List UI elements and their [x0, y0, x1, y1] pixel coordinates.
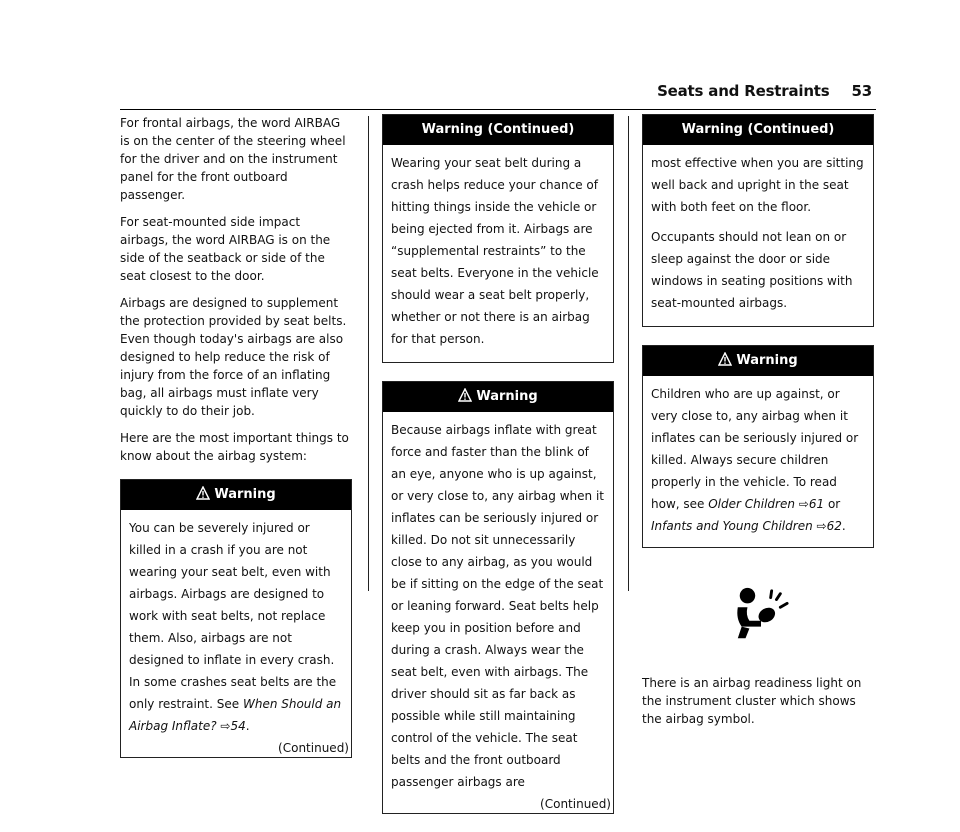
paragraph: There is an airbag readiness light on the instrument cluster which shows the airbag symbol. — [642, 676, 862, 726]
cross-reference-link[interactable]: Infants and Young Children — [651, 519, 813, 533]
column-3 — [642, 114, 874, 728]
column-separator — [628, 116, 629, 591]
header-rule — [120, 109, 876, 110]
paragraph: For frontal airbags, the word AIRBAG is on the center of the steering wheel for the driver and on the instrument panel for the front outboard passenger. — [120, 116, 346, 202]
section-title: Seats and Restraints — [657, 82, 830, 100]
column-1 — [120, 114, 352, 776]
column-separator — [368, 116, 369, 591]
warning-header — [121, 480, 351, 510]
warning-text: You can be severely injured or killed in a crash if you are not wearing your seat belt, even with airbags. Airbags are designed to work with seat belts, not replace them. Also, airbags are not designed to inflate in every crash. In some crashes seat belts are the only restraint. See — [129, 521, 337, 711]
continued-label: (Continued) — [278, 741, 349, 755]
warning-text: Children who are up against, or very close to, any airbag when it inflates can be seriously injured or killed. Always secure children properly in the vehicle. To read how, see — [651, 387, 859, 511]
punctuation: . — [245, 719, 250, 733]
warning-title: Warning — [736, 353, 798, 368]
airbag-readiness-icon — [732, 586, 790, 644]
paragraph: Here are the most important things to know about the airbag system: — [120, 431, 349, 463]
page-ref-arrow-icon: ⇨ — [816, 519, 827, 533]
warning-text: Occupants should not lean on or sleep against the door or side windows in seating positions with seat-mounted airbags. — [651, 230, 853, 310]
warning-text: Because airbags inflate with great force and faster than the blink of an eye, anyone who is up against, or very close to, any airbag when it inflates can be seriously injured or killed. Do not sit unnecessarily close to any airbag, as you would be if sitting on the edge of the seat or leaning forward. Seat belts help keep you in position before and during a crash. Always wear the seat belt, even with airbags. The driver should sit as far back as possible while still maintaining control of the vehicle. The seat belts and the front outboard passenger airbags are — [391, 423, 604, 789]
page-number: 53 — [851, 82, 872, 100]
warning-continued-box — [382, 114, 614, 363]
cross-reference-link[interactable]: When Should an Airbag Inflate? — [129, 697, 342, 733]
punctuation: . — [841, 519, 846, 533]
warning-triangle-icon — [718, 352, 732, 366]
warning-text: Wearing your seat belt during a crash helps reduce your chance of hitting things inside the vehicle or being ejected from it. Airbags are “supplemental restraints” to the seat belts. Everyone in the vehicle should wear a seat belt properly, whether or not there is an airbag for that person. — [391, 156, 599, 346]
conjunction: or — [824, 497, 841, 511]
warning-header: Warning (Continued) — [383, 115, 613, 145]
warning-box — [120, 479, 352, 758]
column-2 — [382, 114, 614, 832]
page-ref-arrow-icon: ⇨ — [798, 497, 809, 511]
warning-box — [642, 345, 874, 548]
page-ref-arrow-icon: ⇨ — [220, 719, 231, 733]
page-ref-number[interactable]: 54 — [230, 719, 246, 733]
warning-continued-box — [642, 114, 874, 327]
paragraph: For seat-mounted side impact airbags, the word AIRBAG is on the side of the seatback or side of the seat closest to the door. — [120, 215, 331, 283]
page-ref-number[interactable]: 62 — [826, 519, 842, 533]
warning-header — [643, 346, 873, 376]
paragraph: Airbags are designed to supplement the protection provided by seat belts. Even though today's airbags are also designed to help reduce the risk of injury from the force of an inflating bag, all airbags must inflate very quickly to do their job. — [120, 296, 347, 418]
warning-title: Warning — [476, 389, 538, 404]
cross-reference-link[interactable]: Older Children — [708, 497, 795, 511]
continued-label: (Continued) — [540, 797, 611, 811]
warning-header — [383, 382, 613, 412]
page-ref-number[interactable]: 61 — [808, 497, 825, 511]
warning-header: Warning (Continued) — [643, 115, 873, 145]
warning-text: most effective when you are sitting well back and upright in the seat with both feet on the floor. — [651, 156, 864, 214]
warning-title: Warning — [214, 487, 276, 502]
warning-box — [382, 381, 614, 814]
warning-triangle-icon — [196, 486, 210, 500]
warning-triangle-icon — [458, 388, 472, 402]
page-header — [657, 82, 872, 100]
